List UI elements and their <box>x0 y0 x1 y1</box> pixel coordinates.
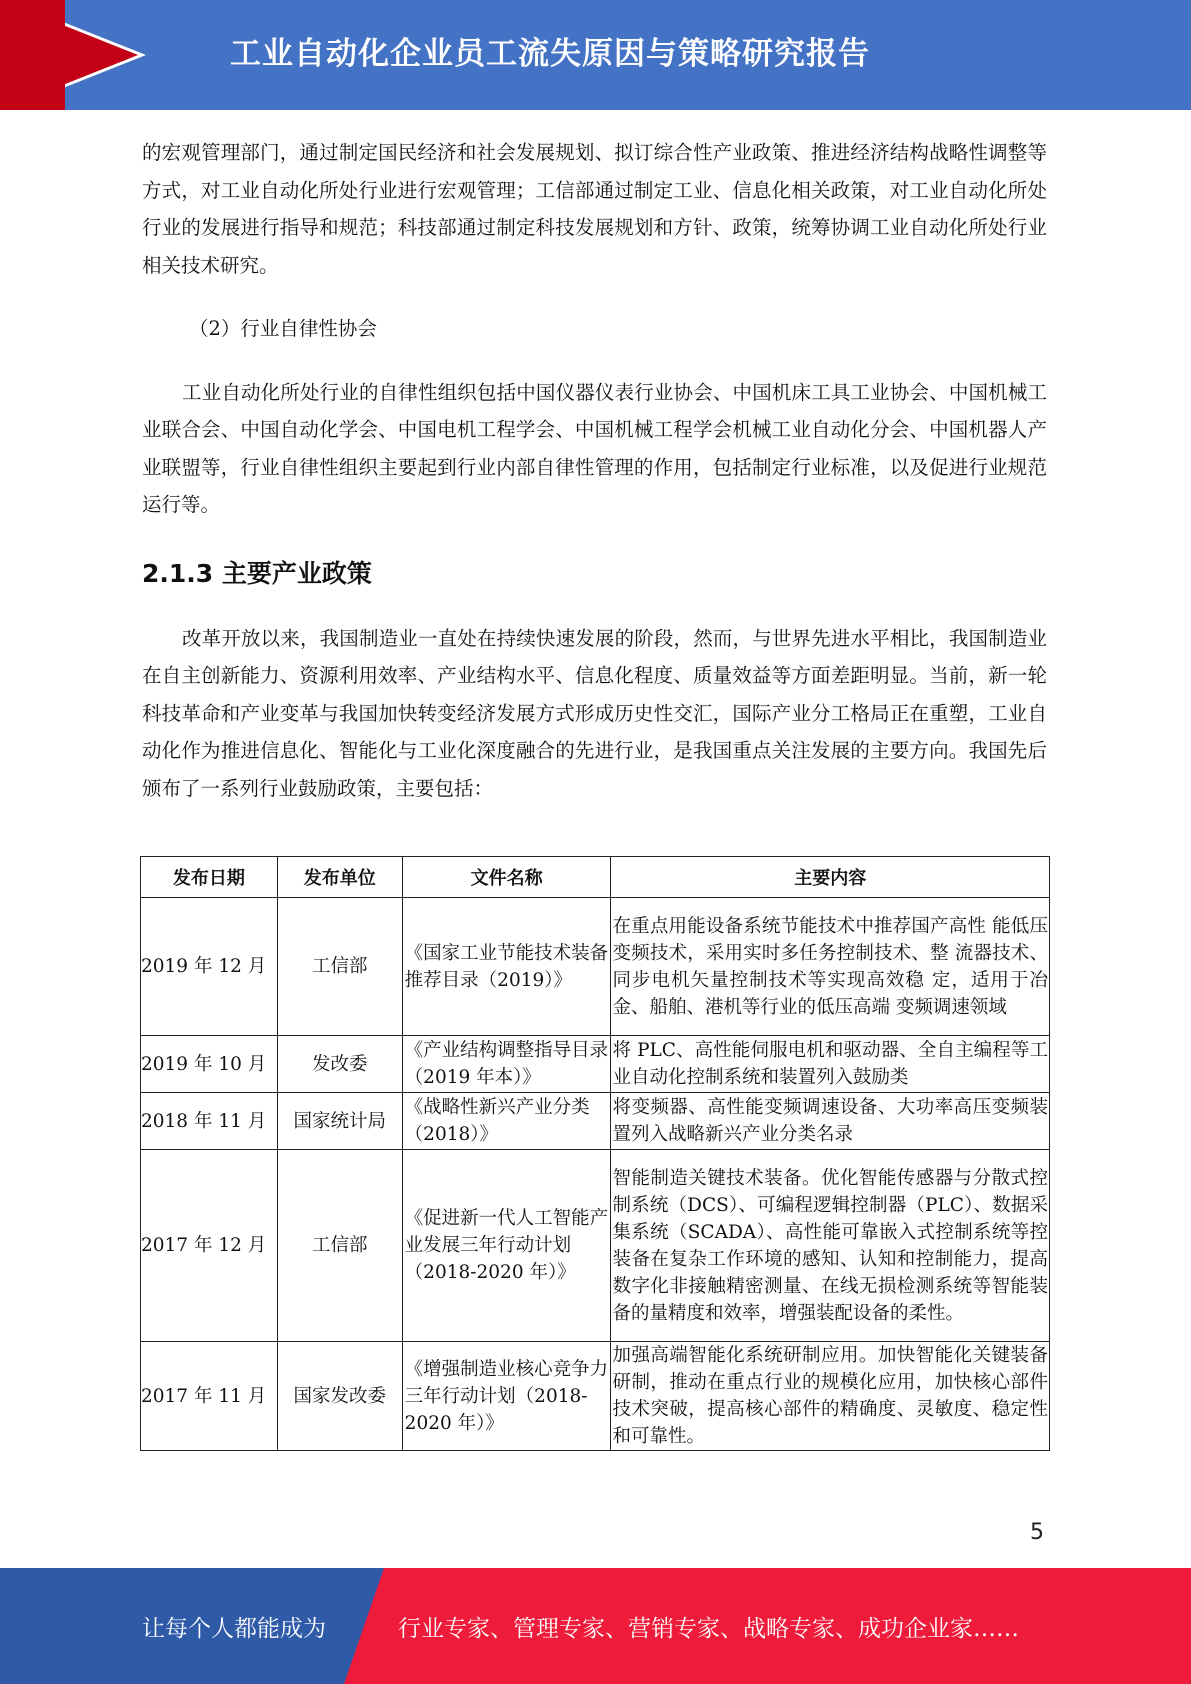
cell-desc: 加强高端智能化系统研制应用。加快智能化关键装备研制，推动在重点行业的规模化应用，加快核心部件技术突破，提高核心部件的精确度、灵敏度、稳定性和可靠性。 <box>611 1342 1050 1451</box>
table-row <box>141 898 1050 1036</box>
table-row <box>141 1036 1050 1093</box>
header-org: 发布单位 <box>277 857 402 898</box>
cell-desc: 在重点用能设备系统节能技术中推荐国产高性 能低压变频技术，采用实时多任务控制技术、整 流器技术、同步电机矢量控制技术等实现高效稳 定，适用于冶金、船舶、港机等行业的低压高端 变频调速领域 <box>611 898 1050 1036</box>
table-header-row <box>141 857 1050 898</box>
cell-doc: 《战略性新兴产业分类（2018）》 <box>402 1093 611 1150</box>
cell-org: 发改委 <box>277 1036 402 1093</box>
footer-slogan-left: 让每个人都能成为 <box>142 1616 326 1642</box>
header-date: 发布日期 <box>141 857 278 898</box>
cell-date: 2017 年 12 月 <box>141 1150 278 1342</box>
cell-desc: 智能制造关键技术装备。优化智能传感器与分散式控制系统（DCS）、可编程逻辑控制器（PLC）、数据采集系统（SCADA）、高性能可靠嵌入式控制系统等控装备在复杂工作环境的感知、认知和控制能力，提高数字化非接触精密测量、在线无损检测系统等智能装备的量精度和效率，增强装配设备的柔性。 <box>611 1150 1050 1342</box>
paragraph-policies: 改革开放以来，我国制造业一直处在持续快速发展的阶段，然而，与世界先进水平相比，我国制造业在自主创新能力、资源利用效率、产业结构水平、信息化程度、质量效益等方面差距明显。当前，新一轮科技革命和产业变革与我国加快转变经济发展方式形成历史性交汇，国际产业分工格局正在重塑，工业自动化作为推进信息化、智能化与工业化深度融合的先进行业，是我国重点关注发展的主要方向。我国先后颁布了一系列行业鼓励政策，主要包括： <box>142 626 1047 800</box>
cell-org: 国家发改委 <box>277 1342 402 1451</box>
cell-doc: 《国家工业节能技术装备推荐目录（2019）》 <box>402 898 611 1036</box>
header-desc: 主要内容 <box>611 857 1050 898</box>
header-doc: 文件名称 <box>402 857 611 898</box>
page-footer <box>0 1568 1191 1684</box>
sub-heading-associations: （2）行业自律性协会 <box>189 317 377 340</box>
header-title: 工业自动化企业员工流失原因与策略研究报告 <box>230 36 870 72</box>
page-header <box>0 0 1191 110</box>
cell-org: 工信部 <box>277 898 402 1036</box>
cell-date: 2018 年 11 月 <box>141 1093 278 1150</box>
cell-doc: 《产业结构调整指导目录（2019 年本）》 <box>402 1036 611 1093</box>
cell-org: 工信部 <box>277 1150 402 1342</box>
policy-table <box>140 856 1050 1451</box>
cell-doc: 《促进新一代人工智能产业发展三年行动计划（2018-2020 年）》 <box>402 1150 611 1342</box>
header-red-chevron <box>0 0 138 110</box>
paragraph-associations: 工业自动化所处行业的自律性组织包括中国仪器仪表行业协会、中国机床工具工业协会、中国机械工业联合会、中国自动化学会、中国电机工程学会、中国机械工程学会机械工业自动化分会、中国机器人产业联盟等，行业自律性组织主要起到行业内部自律性管理的作用，包括制定行业标准，以及促进行业规范运行等。 <box>142 380 1047 516</box>
cell-org: 国家统计局 <box>277 1093 402 1150</box>
table-row <box>141 1342 1050 1451</box>
cell-date: 2017 年 11 月 <box>141 1342 278 1451</box>
paragraph-regulators: 的宏观管理部门，通过制定国民经济和社会发展规划、拟订综合性产业政策、推进经济结构战略性调整等方式，对工业自动化所处行业进行宏观管理；工信部通过制定工业、信息化相关政策，对工业自动化所处行业的发展进行指导和规范；科技部通过制定科技发展规划和方针、政策，统筹协调工业自动化所处行业相关技术研究。 <box>142 141 1047 277</box>
page-number: 5 <box>1030 1520 1044 1545</box>
cell-desc: 将变频器、高性能变频调速设备、大功率高压变频装置列入战略新兴产业分类名录 <box>611 1093 1050 1150</box>
table-row <box>141 1150 1050 1342</box>
footer-slogan-right: 行业专家、管理专家、营销专家、战略专家、成功企业家…… <box>398 1616 1019 1642</box>
cell-desc: 将 PLC、高性能伺服电机和驱动器、全自主编程等工业自动化控制系统和装置列入鼓励类 <box>611 1036 1050 1093</box>
page-content <box>142 130 1047 807</box>
cell-doc: 《增强制造业核心竞争力三年行动计划（2018-2020 年）》 <box>402 1342 611 1451</box>
cell-date: 2019 年 10 月 <box>141 1036 278 1093</box>
cell-date: 2019 年 12 月 <box>141 898 278 1036</box>
section-heading: 2.1.3 主要产业政策 <box>142 558 372 588</box>
table-row <box>141 1093 1050 1150</box>
